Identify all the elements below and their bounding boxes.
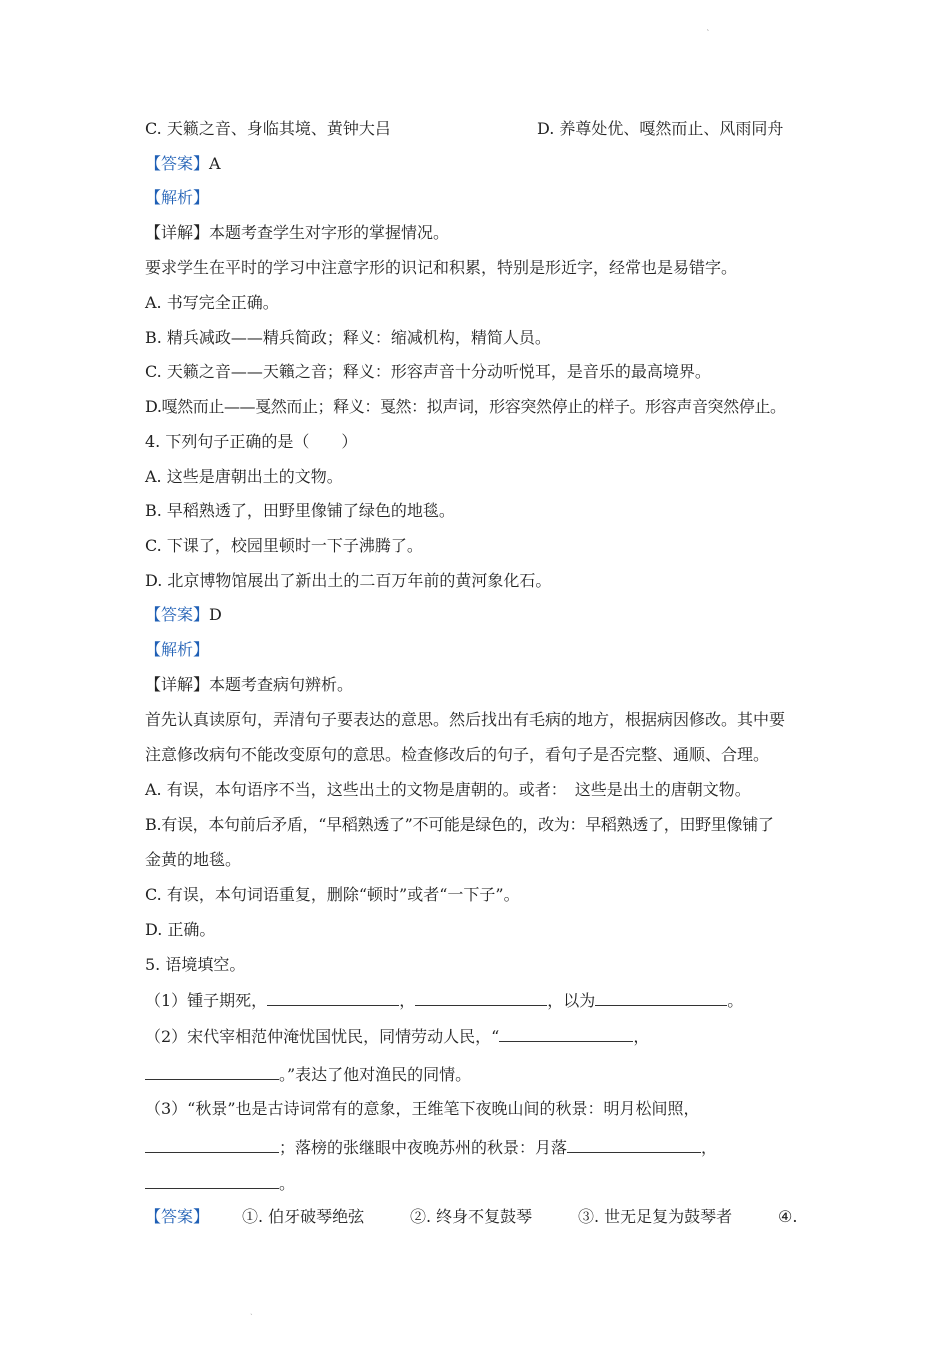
q5-part-3-text: 。 [279, 1174, 296, 1193]
q5-answer-item: ①. 伯牙破琴绝弦 [242, 1207, 365, 1226]
answer-label: 【答案】 [145, 154, 210, 173]
answer-value: D [209, 605, 222, 624]
q3-option-d: D. 养尊处优、嘎然而止、风雨同舟 [537, 119, 784, 138]
answer-blank[interactable] [145, 1063, 279, 1080]
q5-answer-item: ③. 世无足复为鼓琴者 [578, 1207, 733, 1226]
answer-blank[interactable] [145, 1172, 279, 1189]
answer-blank[interactable] [267, 989, 399, 1006]
q4-option: A. 这些是唐朝出土的文物。 [145, 467, 343, 486]
page-mark-top: ˛ [706, 22, 710, 31]
q4-line: 首先认真读原句，弄清句子要表达的意思。然后找出有毛病的地方，根据病因修改。其中要 [145, 710, 786, 729]
q5-part-1-text: ，以为 [547, 991, 596, 1010]
q5-part-2-text: 。”表达了他对渔民的同情。 [279, 1065, 472, 1084]
q3-analysis-label: 【解析】 [145, 188, 210, 207]
answer-label: 【答案】 [145, 605, 210, 624]
q4-option: D. 北京博物馆展出了新出土的二百万年前的黄河象化石。 [145, 571, 552, 590]
answer-blank[interactable] [567, 1136, 701, 1153]
q3-line: D.嘎然而止——戛然而止；释义：戛然：拟声词，形容突然停止的样子。形容声音突然停止。 [145, 397, 786, 416]
q3-option-c: C. 天籁之音、身临其境、黄钟大吕 [145, 119, 391, 138]
q4-option: C. 下课了，校园里顿时一下子沸腾了。 [145, 536, 423, 555]
q5-part-1-text: ， [399, 991, 416, 1010]
q4-line: A. 有误，本句语序不当，这些出土的文物是唐朝的。或者： 这些是出土的唐朝文物。 [145, 780, 751, 799]
q5-part-2-text: （2）宋代宰相范仲淹忧国忧民，同情劳动人民，“ [145, 1027, 500, 1046]
q5-stem: 5. 语境填空。 [145, 955, 246, 974]
q4-line: C. 有误，本句词语重复，删除“顿时”或者“一下子”。 [145, 885, 520, 904]
q5-part-3-cont [145, 1172, 295, 1195]
answer-blank[interactable] [415, 989, 547, 1006]
answer-blank[interactable] [145, 1136, 279, 1153]
q4-stem: 4. 下列句子正确的是（ ） [145, 432, 358, 451]
q3-line: 要求学生在平时的学习中注意字形的识记和积累，特别是形近字，经常也是易错字。 [145, 258, 738, 277]
answer-blank[interactable] [595, 989, 727, 1006]
q3-answer [145, 153, 221, 175]
q3-detail [145, 222, 449, 244]
q4-line: 金黄的地毯。 [145, 850, 242, 869]
q5-answer-label: 【答案】 [145, 1207, 210, 1226]
q5-part-2-text: ， [633, 1027, 650, 1046]
q4-line: 注意修改病句不能改变原句的意思。检查修改后的句子，看句子是否完整、通顺、合理。 [145, 745, 770, 764]
detail-label: 【详解】 [145, 675, 210, 694]
q5-part-1-text: 。 [727, 991, 744, 1010]
q3-line: B. 精兵减政——精兵简政；释义：缩减机构，精简人员。 [145, 328, 551, 347]
q5-part-3-text: ；落榜的张继眼中夜晚苏州的秋景：月落 [279, 1138, 568, 1157]
q4-option: B. 早稻熟透了，田野里像铺了绿色的地毯。 [145, 501, 455, 520]
q3-line: A. 书写完全正确。 [145, 293, 279, 312]
q5-answer-item: ④. [778, 1207, 798, 1226]
q5-part-2-cont [145, 1063, 471, 1086]
answer-value: A [209, 154, 221, 173]
q3-line: C. 天籁之音——天籟之音；释义：形容声音十分动听悦耳，是音乐的最高境界。 [145, 362, 711, 381]
q5-part-1 [145, 989, 743, 1012]
detail-text: 本题考查病句辨析。 [209, 675, 354, 694]
q4-line: D. 正确。 [145, 920, 216, 939]
page-mark-bottom: ˎ [250, 1306, 253, 1315]
q5-part-3: （3）“秋景”也是古诗词常有的意象，王维笔下夜晚山间的秋景：明月松间照， [145, 1099, 700, 1118]
answer-blank[interactable] [499, 1025, 633, 1042]
q5-part-3-cont [145, 1136, 717, 1159]
q4-analysis-label: 【解析】 [145, 640, 210, 659]
detail-text: 本题考查学生对字形的掌握情况。 [209, 223, 450, 242]
q5-answer-item: ②. 终身不复鼓琴 [410, 1207, 533, 1226]
q5-part-2 [145, 1025, 649, 1048]
q4-line: B.有误，本句前后矛盾，“早稻熟透了”不可能是绿色的，改为：早稻熟透了，田野里像铺了 [145, 815, 774, 834]
detail-label: 【详解】 [145, 223, 210, 242]
q4-answer [145, 604, 222, 626]
q4-detail [145, 674, 353, 696]
q5-part-1-text: （1）锺子期死， [145, 991, 268, 1010]
q5-part-3-text: ， [701, 1138, 718, 1157]
